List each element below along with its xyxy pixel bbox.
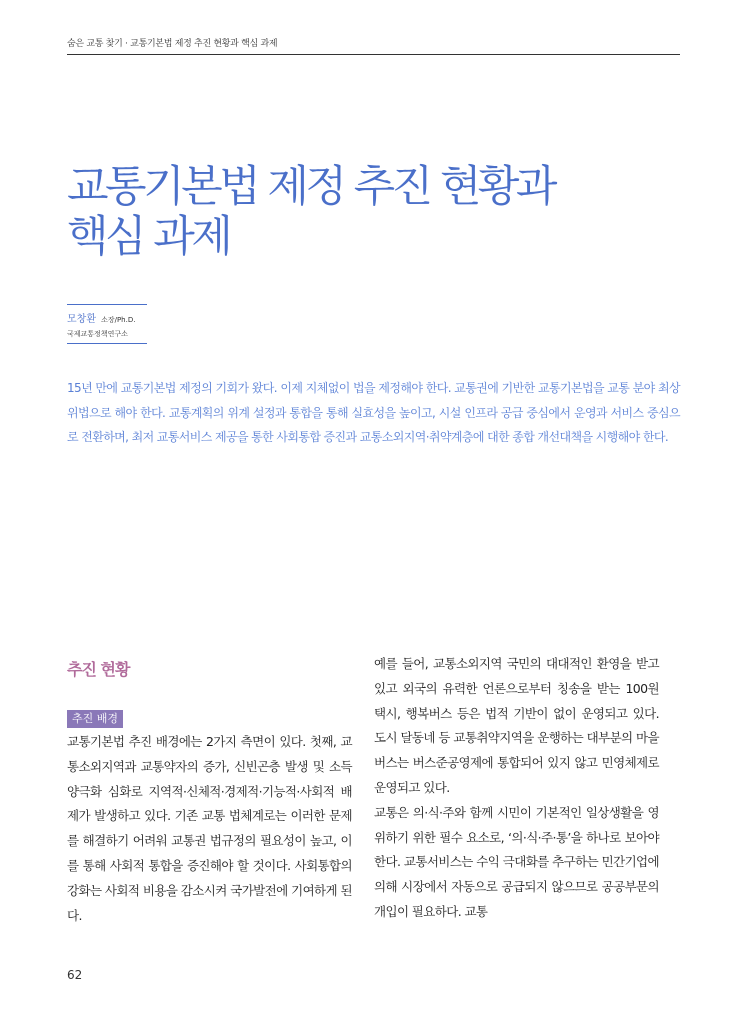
author-affiliation: 국제교통정책연구소 (67, 330, 128, 338)
abstract: 15년 만에 교통기본법 제정의 기회가 왔다. 이제 지체없이 법을 제정해야 한다. 교통권에 기반한 교통기본법을 교통 분야 최상위법으로 해야 한다. 교통계획의 위계 설정과 통합을 통해 실효성을 높이고, 시설 인프라 공급 중심에서 운영과 서비스 중심으로 전환하며, 최저 교통서비스 제공을 통한 사회통합 증진과 교통소외지역·취약계층에 대한 종합 개선대책을 시행해야 한다. (67, 381, 680, 444)
author-bottom-rule (67, 343, 147, 344)
section-title: 추진 현황 (67, 660, 130, 679)
author-block (67, 304, 147, 344)
article-title-line-2: 핵심 과제 (67, 212, 230, 262)
right-column (374, 652, 659, 925)
body-paragraph: 교통기본법 추진 배경에는 2가지 측면이 있다. 첫째, 교통소외지역과 교통약자의 증가, 신빈곤층 발생 및 소득양극화 심화로 지역적·신체적·경제적·기능적·사회적 배제가 발생하고 있다. 기존 교통 법체계로는 이러한 문제를 해결하기 어려워 교통권 법규정의 필요성이 높고, 이를 통해 사회적 통합을 증진해야 할 것이다. 사회통합의 강화는 사회적 비용을 감소시켜 국가발전에 기여하게 된다. (67, 734, 352, 923)
author-name: 모창환 (67, 314, 96, 325)
author-line (67, 311, 147, 326)
author-top-rule (67, 304, 147, 305)
page-number: 62 (67, 968, 83, 982)
left-column (67, 730, 352, 928)
header-divider (67, 54, 680, 55)
author-title: 소장/Ph.D. (101, 316, 136, 324)
article-title-line-1: 교통기본법 제정 추진 현황과 (67, 162, 554, 212)
body-paragraph: 예를 들어, 교통소외지역 국민의 대대적인 환영을 받고 있고 외국의 유력한 언론으로부터 칭송을 받는 100원 택시, 행복버스 등은 법적 기반이 없이 운영되고 있다. 도시 달동네 등 교통취약지역을 운행하는 대부분의 마을버스는 버스준공영제에 통합되어 있지 않고 민영체제로 운영되고 있다. (374, 656, 659, 795)
running-header: 숨은 교통 찾기 · 교통기본법 제정 추진 현황과 핵심 과제 (67, 39, 278, 49)
subsection-heading: 추진 배경 (67, 710, 123, 728)
article-title (67, 162, 687, 262)
body-paragraph: 교통은 의·식·주와 함께 시민이 기본적인 일상생활을 영위하기 위한 필수 요소로, ‘의·식·주·통’을 하나로 보아야 한다. 교통서비스는 수익 극대화를 추구하는 민간기업에 의해 시장에서 자동으로 공급되지 않으므로 공공부문의 개입이 필요하다. 교통 (374, 804, 659, 919)
